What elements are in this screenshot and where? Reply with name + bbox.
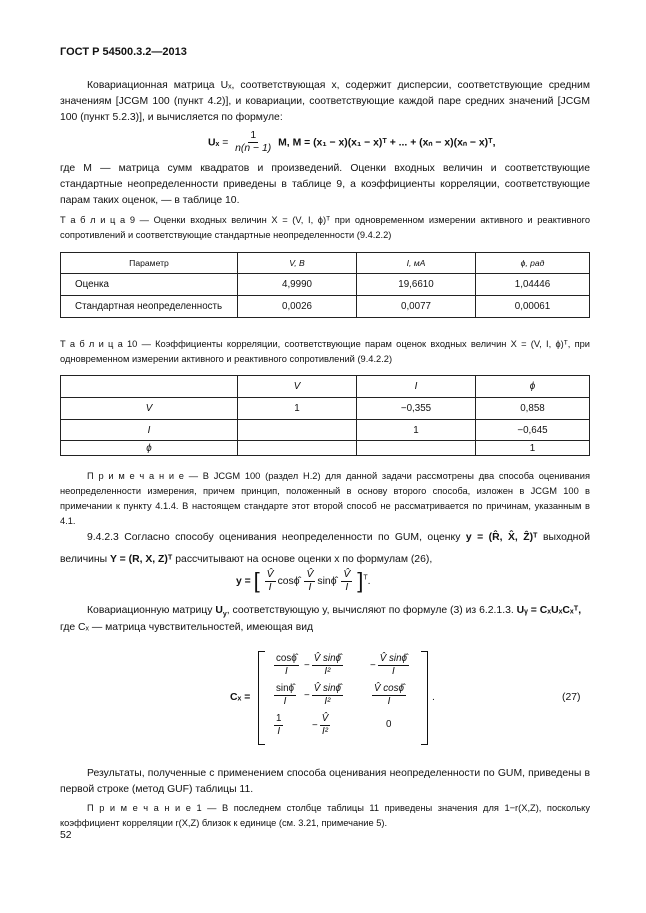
table-row [61, 296, 590, 318]
matrix-cell: 0 [386, 719, 392, 730]
matrix-cell: − $\frac{V̂ \sin\phî}{\text{I²}}$ [304, 653, 341, 677]
formula-y-estimate: y = (R̂, X̂, Ẑ)ᵀ [465, 532, 538, 543]
matrix-period: . [432, 692, 435, 703]
table10 [60, 375, 590, 456]
table-row [61, 398, 590, 420]
formula-26: y = [ $\frac{V̂}{I}$ cosϕ̂ $\frac{V̂}{I}$ sinϕ̂ $\frac{V̂}{I}$ ]$^T$. [236, 568, 371, 593]
right-bracket: ] [357, 568, 364, 593]
paragraph-text: , соответствующую y, вычисляют по формуле (3) из 6.2.1.3. [226, 605, 514, 616]
table-cell: 1 [476, 441, 590, 456]
table-cell: I [61, 420, 238, 441]
table-cell: 0,0077 [357, 296, 476, 318]
table10-caption: Т а б л и ц а 10 — Коэффициенты корреляции, соответствующие парам оценок входных величин X = (V, I, ϕ)ᵀ, при одновременном измерении активного и реактивного сопротивлений (9.4.2.2) [60, 339, 590, 364]
formula-m-definition: M, M = (x₁ − x)(x₁ − x)ᵀ + ... + (xₙ − x)(xₙ − x)ᵀ, [278, 137, 496, 149]
note-gum-methods: П р и м е ч а н и е — В JCGM 100 (раздел H.2) для данной задачи рассмотрены два способа оценивания неопределенности измерения, причем принцип, положенный в основу второго способа, изложен в JCGM 100 в примечании к пункту 4.1.4. В настоящем стандарте этот второй способ не рассматривается по причинам, указанным в 4.1. [60, 471, 590, 526]
matrix-label: Cₓ = [230, 692, 251, 703]
table-cell [357, 441, 476, 456]
term-cos: cosϕ̂ [277, 575, 300, 587]
matrix-cell: $\frac{1}{I}$ [276, 713, 282, 737]
table-cell: 19,6610 [357, 274, 476, 296]
matrix-left-bracket [258, 651, 265, 745]
table-cell: 1,04446 [476, 274, 590, 296]
table-header-cell: ϕ, рад [476, 253, 590, 274]
matrix-cell: $\frac{V̂ \cos\phî}{I}$ [374, 683, 404, 707]
paragraph-tables-reference: где M — матрица сумм квадратов и произведений. Оценки входных величин и соответствующие стандартные неопределенности приведены в таблице 9, а коэффициенты корреляции, соответствующие парам таких оценок, — в таблице 10. [60, 163, 590, 207]
matrix-right-bracket [421, 651, 428, 745]
formula-period: . [367, 575, 371, 587]
fraction-numerator: 1 [250, 130, 257, 141]
page-number: 52 [60, 830, 72, 841]
table9 [60, 252, 590, 318]
formula-ux-symbol: Uₓ [208, 137, 220, 149]
table-header-cell: V [238, 376, 357, 398]
left-bracket: [ [253, 568, 260, 593]
equation-number: (27) [562, 692, 581, 703]
note-correlation: П р и м е ч а н и е 1 — В последнем столбце таблицы 11 приведены значения для 1−r(X,Z), поскольку коэффициент корреляции r(X,Z) близок к единице (см. 3.21, примечание 5). [60, 803, 590, 828]
table-header-cell: ϕ [476, 376, 590, 398]
table9-caption: Т а б л и ц а 9 — Оценки входных величин X = (V, I, ϕ)ᵀ при одновременном измерении активного и реактивного сопротивлений и соответствующие стандартные неопределенности (9.4.2.2) [60, 215, 590, 240]
table-header-cell: I [357, 376, 476, 398]
fraction-v-over-i: $\frac{V̂}{I}$ [343, 568, 351, 593]
fraction-v-over-i: $\frac{V̂}{I}$ [266, 568, 274, 593]
table-cell: −0,355 [357, 398, 476, 420]
fraction-v-over-i: $\frac{V̂}{I}$ [306, 568, 314, 593]
sensitivity-matrix [258, 651, 428, 741]
formula-fraction [233, 130, 273, 155]
table-header-row [61, 253, 590, 274]
table-cell: 0,0026 [238, 296, 357, 318]
paragraph-text: рассчитывают на основе оценки x по формулам (26), [175, 554, 433, 565]
table-header-cell [61, 376, 238, 398]
matrix-cell: − $\frac{V̂ \sin\phî}{I}$ [370, 653, 407, 677]
table-header-cell: V, В [238, 253, 357, 274]
table-cell: 4,9990 [238, 274, 357, 296]
uy-symbol: $U_y$ [215, 605, 227, 619]
paragraph-text: 9.4.2.3 Согласно способу оценивания неопределенности по GUM, оценку [87, 532, 461, 543]
table-cell: 1 [357, 420, 476, 441]
table-cell [238, 441, 357, 456]
matrix-cell: $\frac{\cos\phî}{I}$ [276, 653, 297, 677]
table-cell: −0,645 [476, 420, 590, 441]
paragraph-text: выходной величины [60, 532, 591, 565]
paragraph-sensitivity: где Cₓ — матрица чувствительностей, имеющая вид [60, 622, 314, 633]
matrix-cell: − $\frac{V̂ \sin\phî}{\text{I²}}$ [304, 683, 341, 707]
table-cell: ϕ [61, 441, 238, 456]
table-row [61, 441, 590, 456]
table-header-cell: Параметр [61, 253, 238, 274]
paragraph-text: Ковариационную матрицу [87, 605, 213, 616]
table-header-row [61, 376, 590, 398]
table-row [61, 420, 590, 441]
document-id: ГОСТ Р 54500.3.2—2013 [60, 46, 187, 58]
table-row [61, 274, 590, 296]
formula-uy: Uᵧ = CₓUₓCₓᵀ, [516, 605, 582, 616]
matrix-cell: − $\frac{V̂}{\text{I²}}$ [312, 713, 329, 737]
table-cell [238, 420, 357, 441]
table-cell: V [61, 398, 238, 420]
term-sin: sinϕ̂ [317, 575, 337, 587]
table-cell: 0,858 [476, 398, 590, 420]
paragraph-covariance-intro: Ковариационная матрица Uₓ, соответствующая x, содержит дисперсии, соответствующие средним значениям [JCGM 100 (пункт 4.2)], и ковариации, соответствующие каждой паре средних значений [JCGM 100 (пункт 5.2.3)], и вычисляется по формуле: [60, 80, 590, 124]
matrix-cell: $\frac{\sin\phî}{I}$ [276, 683, 295, 707]
paragraph-9-4-2-3 [60, 527, 590, 571]
table-cell: 0,00061 [476, 296, 590, 318]
table-cell: Стандартная неопределенность [61, 296, 238, 318]
table-header-cell: I, мА [357, 253, 476, 274]
formula-lhs: y = [236, 575, 251, 587]
formula-covariance: Uₓ = $\frac{1}{n(n - 1)}$ M, M = (x₁ − x)(x₁ − x)ᵀ + ... + (xₙ − x)(xₙ − x)ᵀ, [208, 130, 496, 154]
table-cell: 1 [238, 398, 357, 420]
formula-Y: Y = (R, X, Z)ᵀ [110, 554, 173, 565]
table-cell: Оценка [61, 274, 238, 296]
paragraph-gum-results: Результаты, полученные с применением способа оценивания неопределенности по GUM, приведены в первой строке (метод GUF) таблицы 11. [60, 768, 590, 796]
fraction-denominator: n(n − 1) [235, 143, 272, 154]
